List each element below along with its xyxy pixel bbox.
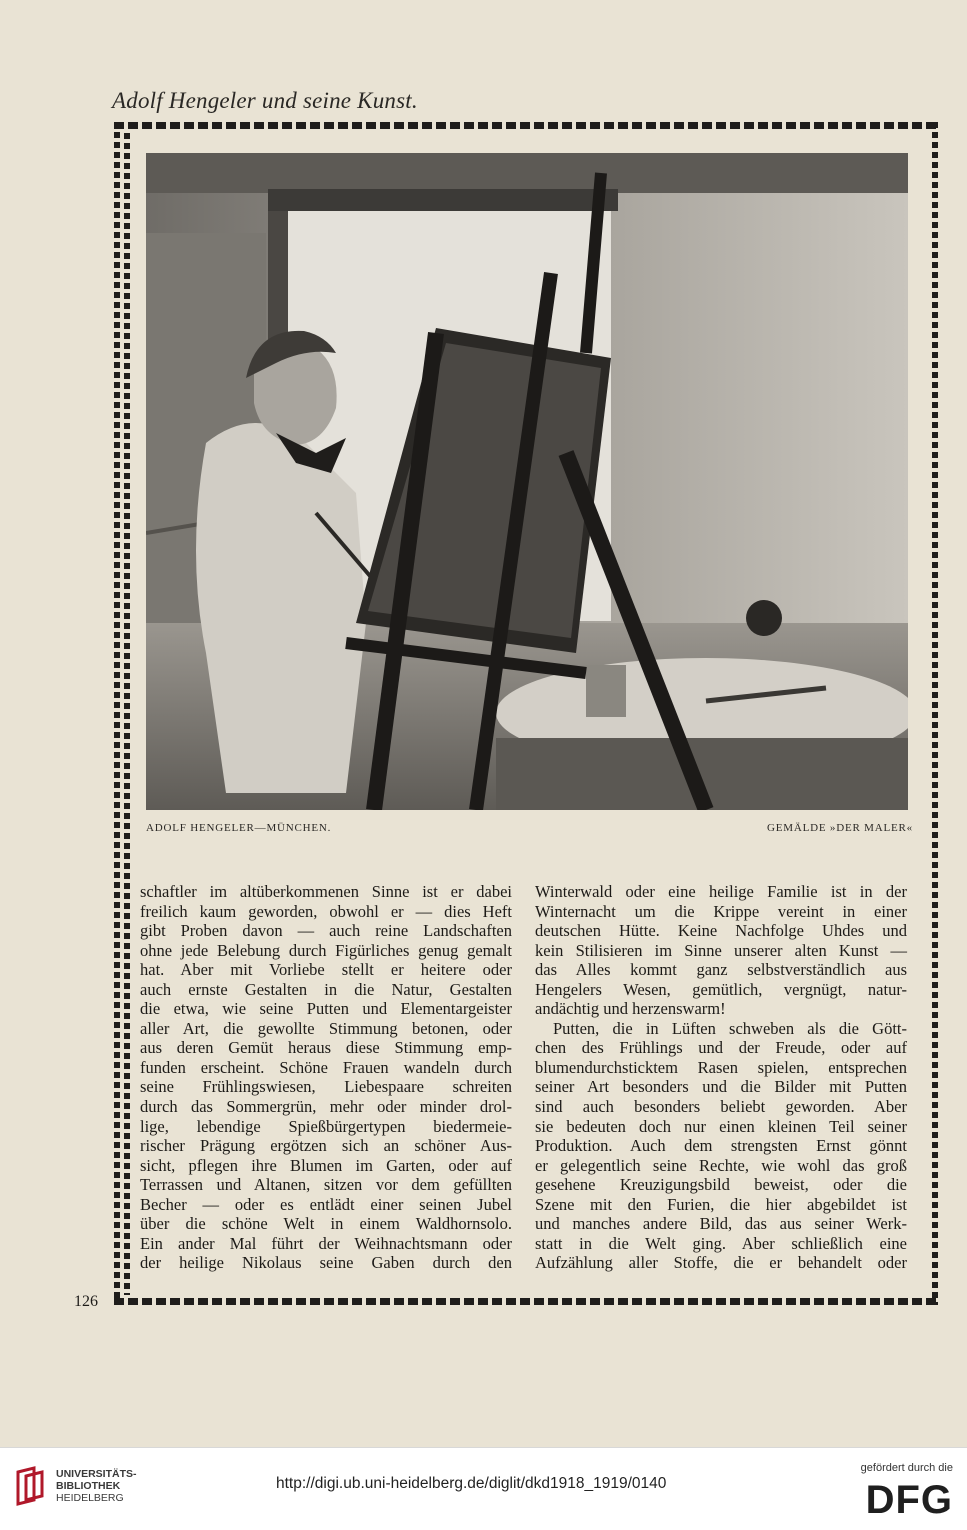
text-line: aller Art, die gewollte Stimmung betonen, oder [140, 1018, 512, 1038]
digitization-footer [0, 1447, 967, 1530]
text-line: ohne jede Belebung durch Figürliches genug gemalt [140, 940, 512, 960]
frame-top-border [114, 122, 938, 129]
text-line: sie bedeuten doch nur einen kleinen Teil seiner [535, 1116, 907, 1136]
text-line: statt in die Welt ging. Aber schließlich eine [535, 1233, 907, 1253]
caption-title: GEMÄLDE »DER MALER« [767, 822, 913, 834]
mug [586, 665, 626, 717]
text-column-left [140, 882, 512, 1273]
page-header: Adolf Hengeler und seine Kunst. [112, 88, 418, 113]
text-line: deutschen Hütte. Keine Nachfolge Uhdes und [535, 921, 907, 941]
text-column-right [535, 882, 907, 1273]
text-line: durch das Sommergrün, mehr oder minder drol- [140, 1097, 512, 1117]
text-line: er gelegentlich seine Rechte, wie wohl das groß [535, 1155, 907, 1175]
page-number: 126 [74, 1293, 98, 1310]
text-line: seiner Art besonders und die Bilder mit Putten [535, 1077, 907, 1097]
text-line: funden erscheint. Schöne Frauen wandeln durch [140, 1057, 512, 1077]
text-line: andächtig und herzenswarm! [535, 999, 726, 1019]
text-line: kein Stilisieren im Sinne unserer alten Kunst — [535, 940, 907, 960]
text-line: die etwa, wie seine Putten und Elementargeister [140, 999, 512, 1019]
ceiling [146, 153, 908, 193]
text-line: gesehene Kreuzigungsbild beweist, oder die [535, 1175, 907, 1195]
caption-artist: ADOLF HENGELER—MÜNCHEN. [146, 822, 332, 834]
text-line: sind auch besonders beliebt geworden. Aber [535, 1097, 907, 1117]
frame-left-border [114, 122, 120, 1305]
text-line: Becher — oder es entlädt einer seinen Jubel [140, 1194, 512, 1214]
frame-inner-left-border [124, 133, 130, 1295]
permalink-url[interactable]: http://digi.ub.uni-heidelberg.de/diglit/dkd1918_1919/0140 [276, 1475, 667, 1492]
library-name-line: BIBLIOTHEK [56, 1480, 121, 1492]
text-line: Winternacht um die Krippe vereint in einer [535, 901, 907, 921]
text-line: Winterwald oder eine heilige Familie ist in der [535, 882, 907, 901]
text-line: über die schöne Welt in einem Waldhornsolo. [140, 1214, 512, 1234]
university-library-logo-icon [14, 1466, 50, 1506]
text-line: rischer Prägung ergötzen sich an schöner Aus- [140, 1136, 512, 1156]
text-line: freilich kaum geworden, obwohl er — dies Heft [140, 901, 512, 921]
text-line: Hengelers Wesen, gemütlich, vergnügt, natur- [535, 979, 907, 999]
library-name-line: UNIVERSITÄTS- [56, 1468, 137, 1480]
text-line: auch ernste Gestalten in die Natur, Gestalten [140, 979, 512, 999]
glass-ball [746, 600, 782, 636]
library-name [56, 1468, 137, 1504]
text-line: Terrassen und Altanen, sitzen vor dem gefüllten [140, 1175, 512, 1195]
dfg-logo: DFG [865, 1478, 953, 1522]
frame-right-border [932, 122, 938, 1305]
text-line: und manches andere Bild, das aus seiner Werk- [535, 1214, 907, 1234]
text-line: gibt Proben davon — auch reine Landschaften [140, 921, 512, 941]
text-line: schaftler im altüberkommenen Sinne ist er dabei [140, 882, 512, 901]
text-line: Aufzählung aller Stoffe, die er behandelt oder [535, 1253, 907, 1273]
library-name-line: HEIDELBERG [56, 1492, 124, 1504]
frame-bottom-border [114, 1298, 938, 1305]
text-line: das Alles kommt ganz selbstverständlich aus [535, 960, 907, 980]
text-line: sicht, pflegen ihre Blumen im Garten, oder auf [140, 1155, 512, 1175]
text-line: Produktion. Auch dem strengsten Ernst gönnt [535, 1136, 907, 1156]
text-line: hat. Aber mit Vorliebe stellt er heitere oder [140, 960, 512, 980]
text-line: aus deren Gemüt heraus diese Stimmung emp- [140, 1038, 512, 1058]
text-line: Ein ander Mal führt der Weihnachtsmann oder [140, 1233, 512, 1253]
text-line: lige, lebendige Spießbürgertypen biedermeie- [140, 1116, 512, 1136]
text-line: seine Frühlingswiesen, Liebespaare schreiten [140, 1077, 512, 1097]
text-line: Putten, die in Lüften schweben als die Gött- [553, 1018, 907, 1038]
painter-coat [196, 423, 366, 793]
painting-illustration [146, 153, 908, 810]
text-line: Szene mit den Furien, die hier abgebildet ist [535, 1194, 907, 1214]
window-frame-top [268, 189, 618, 211]
text-line: blumendurchsticktem Rasen spielen, entsprechen [535, 1057, 907, 1077]
painting-der-maler [146, 153, 908, 810]
text-line: chen des Frühlings und der Freude, oder auf [535, 1038, 907, 1058]
text-line: der heilige Nikolaus seine Gaben durch den [140, 1253, 512, 1273]
funded-by-label: gefördert durch die [860, 1462, 953, 1474]
